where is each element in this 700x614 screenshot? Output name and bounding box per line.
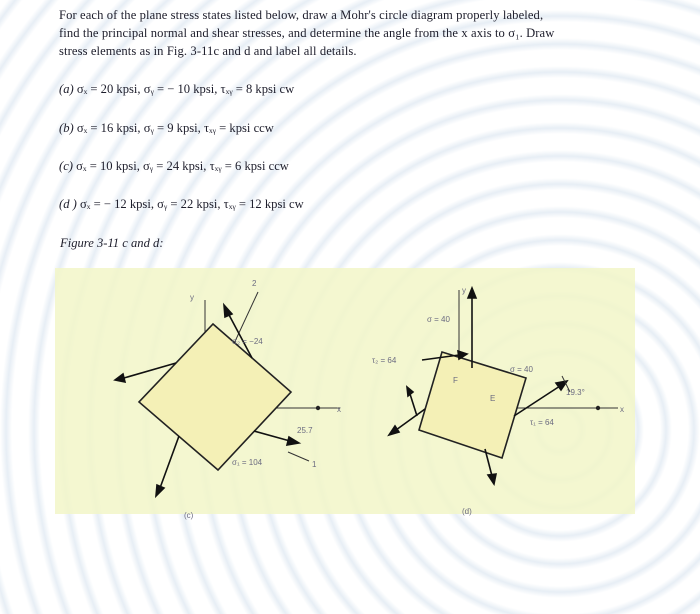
figure-panel: [55, 268, 635, 514]
c-2-label: 2: [252, 279, 257, 288]
problem-b-tag: (b): [59, 121, 74, 135]
intro-line-2: find the principal normal and shear stresses, and determine the angle from the x axis to σ₁. Draw: [59, 26, 555, 40]
problem-a-text: σₓ = 20 kpsi, σᵧ = − 10 kpsi, τₓᵧ = 8 kpsi cw: [73, 82, 295, 96]
c-x-label: x: [337, 405, 341, 414]
problem-c-text: σₓ = 10 kpsi, σᵧ = 24 kpsi, τₓᵧ = 6 kpsi ccw: [72, 159, 289, 173]
c-y-label: y: [190, 293, 194, 302]
problem-c: [59, 159, 289, 174]
intro-line-3: stress elements as in Fig. 3-11c and d and label all details.: [59, 44, 357, 58]
d-tau1-label: τ₁ = 64: [530, 418, 554, 427]
problem-a-tag: (a): [59, 82, 74, 96]
c-caption: (c): [184, 511, 194, 520]
problem-a: [59, 82, 294, 97]
d-tau2-label: τ₂ = 64: [372, 356, 397, 365]
problem-d-tag: (d ): [59, 197, 77, 211]
d-F-label: F: [453, 376, 458, 385]
problem-d-text: σₓ = − 12 kpsi, σᵧ = 22 kpsi, τₓᵧ = 12 kpsi cw: [76, 197, 304, 211]
d-sigma-right-label: σ = 40: [510, 365, 533, 374]
d-E-label: E: [490, 394, 496, 403]
problem-intro: [59, 6, 649, 60]
d-angle-label: 19.3°: [566, 388, 585, 397]
d-sigma-top-label: σ = 40: [427, 315, 450, 324]
c-1-label: 1: [312, 460, 317, 469]
d-x-label: x: [620, 405, 624, 414]
figure-3-11: [0, 262, 700, 614]
figure-label: Figure 3-11 c and d:: [60, 236, 164, 250]
problem-c-tag: (c): [59, 159, 73, 173]
problem-d: [59, 197, 304, 212]
d-origin-dot: [596, 406, 600, 410]
problem-b: [59, 121, 274, 136]
c-sigma1-label: σ₁ = 104: [232, 458, 263, 467]
intro-line-1: For each of the plane stress states listed below, draw a Mohr's circle diagram properly labeled,: [59, 8, 544, 22]
c-origin-dot: [316, 406, 320, 410]
d-caption: (d): [462, 507, 472, 516]
c-sigma2-label: σ₂ = −24: [232, 337, 263, 346]
d-y-label: y: [462, 286, 466, 295]
c-angle-label: 25.7: [297, 426, 313, 435]
problem-b-text: σₓ = 16 kpsi, σᵧ = 9 kpsi, τₓᵧ = kpsi ccw: [73, 121, 274, 135]
